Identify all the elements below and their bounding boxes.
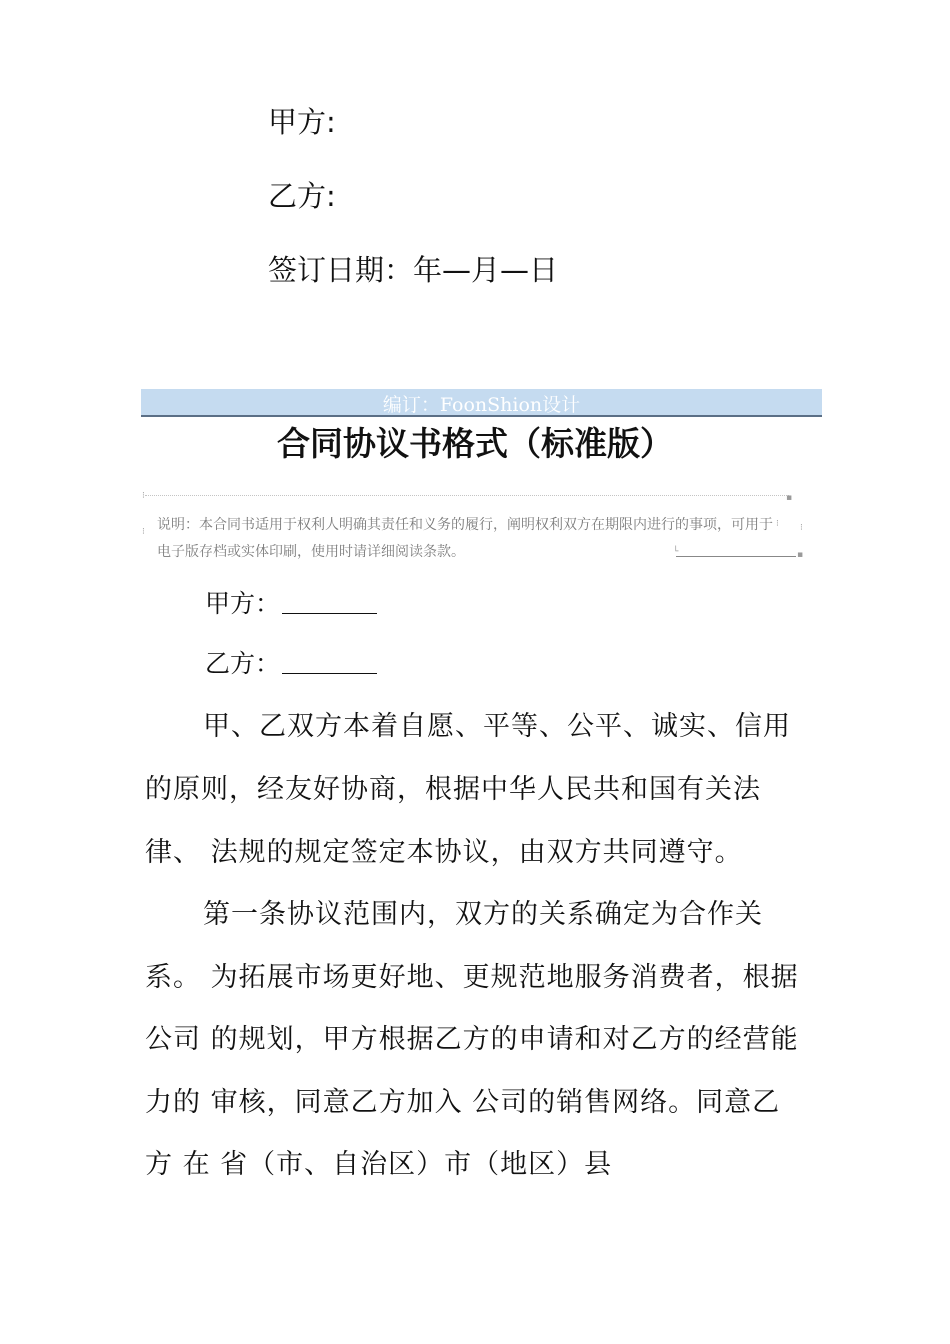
cover-party-a: 甲方: (268, 105, 336, 139)
document-title: 合同协议书格式（标准版） (277, 424, 673, 463)
frame-corner-mark: ▪ (786, 493, 793, 503)
body-line: 公司 的规划，甲方根据乙方的申请和对乙方的经营能 (145, 1024, 799, 1055)
body-line: 方 在 省（市、自治区）市（地区）县 (145, 1149, 613, 1180)
note-box (145, 495, 789, 560)
cover-sign-date: 签订日期：年—月—日 (268, 253, 559, 287)
body-line: 系。 为拓展市场更好地、更规范地服务消费者，根据 (145, 962, 799, 993)
party-a-blank (282, 587, 377, 614)
body-line: 的原则，经友好协商，根据中华人民共和国有关法 (145, 774, 761, 805)
frame-corner-mark: ▪ (797, 550, 804, 560)
body-line: 力的 审核，同意乙方加入 公司的销售网络。同意乙 (145, 1087, 781, 1118)
party-b-line (205, 646, 377, 682)
party-a-label: 甲方： (205, 589, 281, 618)
party-a-line (205, 586, 377, 622)
frame-corner-mark: └ (673, 547, 679, 557)
body-line: 甲、乙双方本着自愿、平等、公平、诚实、信用 (203, 711, 791, 742)
body-line: 律、 法规的规定签定本协议，由双方共同遵守。 (145, 837, 743, 868)
frame-side-mark: ⁝ (776, 519, 779, 529)
frame-side-mark: ⁝ (800, 523, 803, 533)
cover-party-b: 乙方: (268, 179, 336, 213)
frame-side-mark: ⁝ (142, 527, 145, 537)
header-band-text: 编订：FoonShion设计 (382, 394, 581, 416)
header-band (141, 389, 822, 417)
body-line: 第一条协议范围内，双方的关系确定为合作关 (203, 899, 763, 930)
note-underline (676, 556, 796, 557)
frame-corner-mark: ⁝ (142, 491, 145, 501)
party-b-label: 乙方： (205, 649, 281, 678)
party-b-blank (282, 647, 377, 674)
note-text: 说明：本合同书适用于权利人明确其责任和义务的履行，阐明权利双方在期限内进行的事项，可用于电子版存档或实体印刷，使用时请详细阅读条款。 (157, 517, 773, 560)
